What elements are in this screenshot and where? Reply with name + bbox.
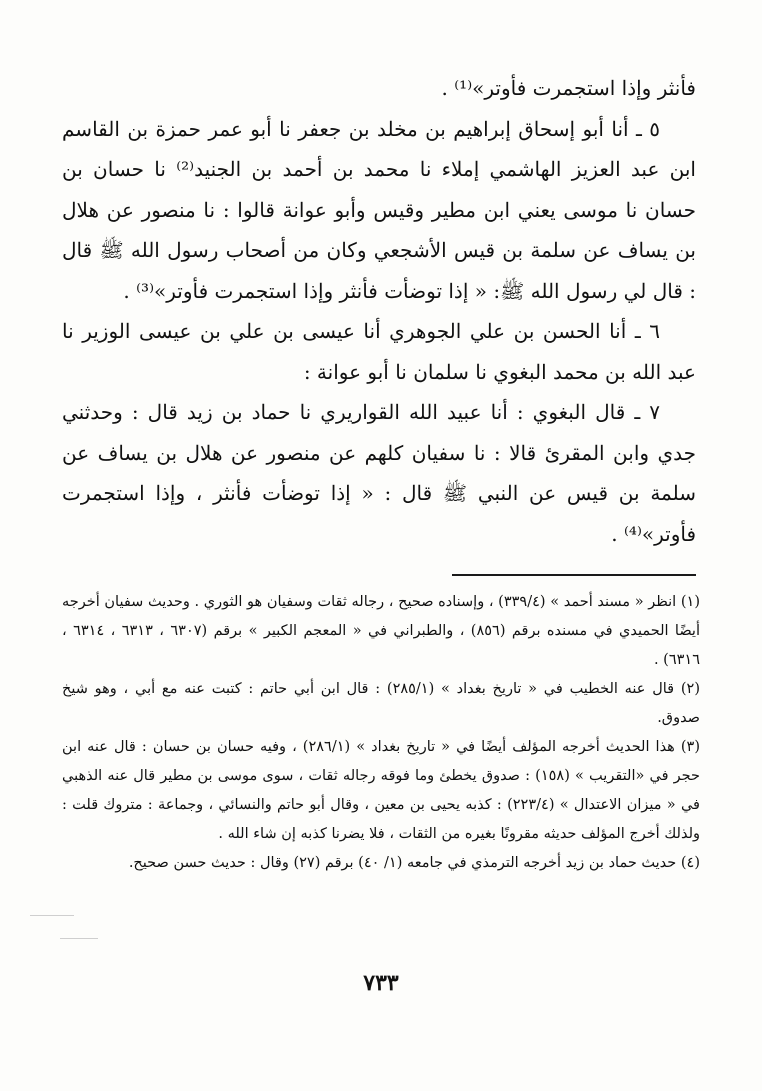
footnote-3: (٣) هذا الحديث أخرجه المؤلف أيضًا في « تاريخ بغداد » (٢٨٦/١) ، وفيه حسان بن حسان : قال عنه ابن حجر في «التقريب » (١٥٨) : صدوق يخطئ وما فوقه رجاله ثقات ، سوى موسى بن مطير قال عنه الذهبي في « ميزان الاعتدال » (٢٢٣/٤) : كذبه يحيى بن معين ، وقال أبو حاتم والنسائي ، وجماعة : متروك قلت : ولذلك أخرج المؤلف حديثه مقرونًا بغيره من الثقات ، فلا يضرنا كذبه إن شاء الله . <box>62 739 701 842</box>
paragraph-hadith-6: ٦ ـ أنا الحسن بن علي الجوهري أنا عيسى بن علي بن عيسى الوزير نا عبد الله بن محمد البغوي نا سلمان نا أبو عوانة : <box>62 319 696 384</box>
paragraph-intro: فأنثر وإذا استجمرت فأوتر»⁽¹⁾ . <box>441 76 696 100</box>
footnote-4: (٤) حديث حماد بن زيد أخرجه الترمذي في جامعه (١/ ٤٠) برقم (٢٧) وقال : حديث حسن صحيح. <box>128 855 700 871</box>
footnote-divider <box>452 574 696 576</box>
footnotes <box>62 588 700 878</box>
paragraph-hadith-5: ٥ ـ أنا أبو إسحاق إبراهيم بن مخلد بن جعفر نا أبو عمر حمزة بن القاسم ابن عبد العزيز الهاشمي إملاء نا محمد بن أحمد بن الجنيد⁽²⁾ نا حسان بن حسان نا موسى يعني ابن مطير وقيس وأبو عوانة قالوا : نا منصور عن هلال بن يساف عن سلمة بن قيس الأشجعي وكان من أصحاب رسول الله ﷺ قال : قال لي رسول الله ﷺ: « إذا توضأت فأنثر وإذا استجمرت فأوتر»⁽³⁾ . <box>62 116 696 303</box>
footnote-1: (١) انظر « مسند أحمد » (٣٣٩/٤) ، وإسناده صحيح ، رجاله ثقات وسفيان هو الثوري . وحديث سفيان أخرجه أيضًا الحميدي في مسنده برقم (٨٥٦) ، والطبراني في « المعجم الكبير » برقم (٦٣٠٧ ، ٦٣١٣ ، ٦٣١٤ ، ٦٣١٦) . <box>62 594 700 668</box>
scan-mark <box>30 915 74 916</box>
scan-mark <box>60 938 98 939</box>
footnote-2: (٢) قال عنه الخطيب في « تاريخ بغداد » (٢٨٥/١) : قال ابن أبي حاتم : كتبت عنه مع أبي ، وهو شيخ صدوق. <box>62 681 700 726</box>
main-text <box>62 68 696 554</box>
paragraph-hadith-7: ٧ ـ قال البغوي : أنا عبيد الله القواريري نا حماد بن زيد قال : وحدثني جدي وابن المقرئ قالا : نا سفيان كلهم عن منصور عن هلال بن يساف عن سلمة بن قيس عن النبي ﷺ قال : « إذا توضأت فأنثر ، وإذا استجمرت فأوتر»⁽⁴⁾ . <box>62 400 696 546</box>
page-number: ٧٣٣ <box>363 970 399 996</box>
